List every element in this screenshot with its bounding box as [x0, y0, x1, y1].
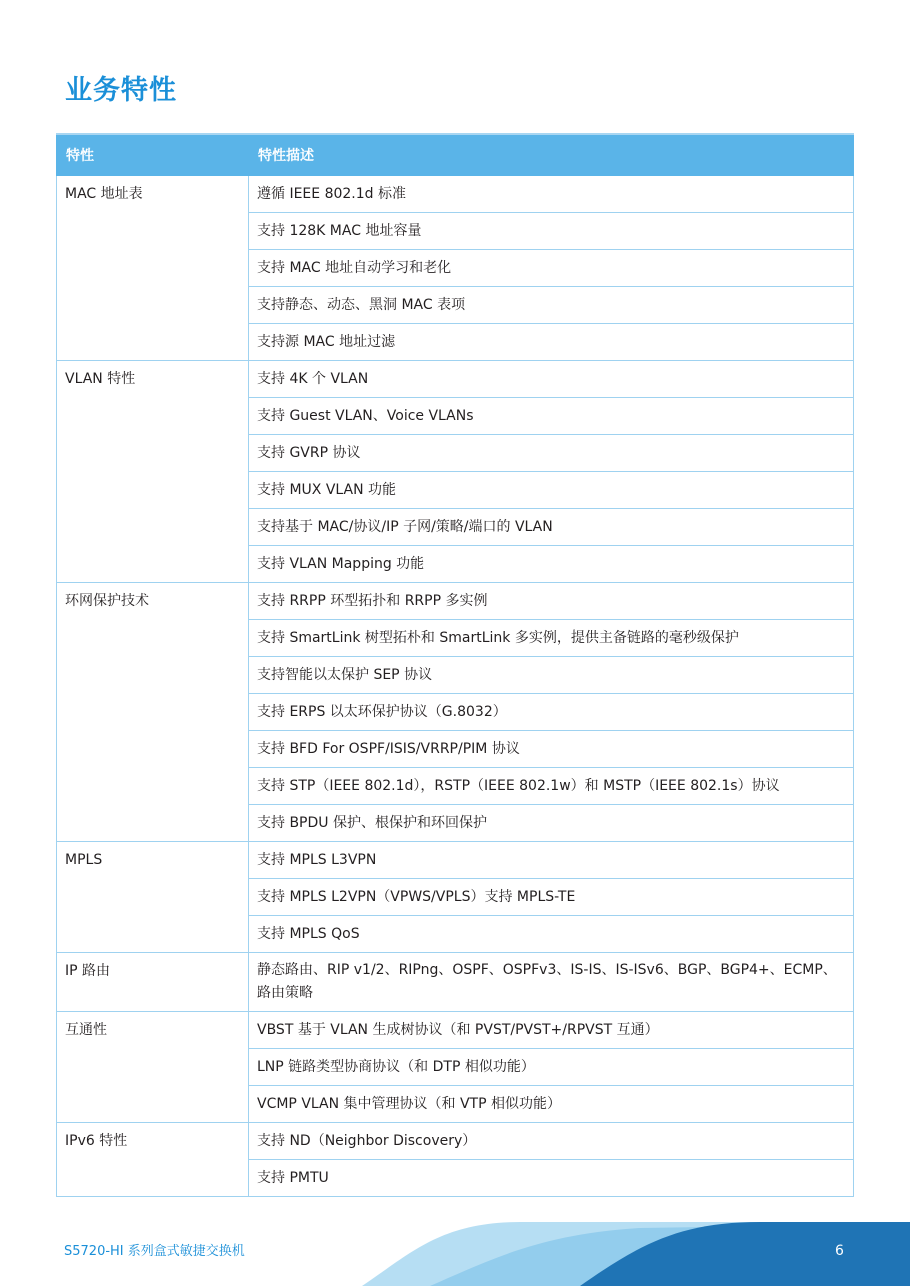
feature-description: 支持 MAC 地址自动学习和老化 — [249, 250, 854, 287]
table-row — [57, 1012, 854, 1049]
feature-category: IP 路由 — [57, 953, 249, 1012]
table-row — [57, 583, 854, 620]
page-number: 6 — [835, 1243, 844, 1259]
table-header-row — [57, 134, 854, 176]
feature-description: 支持 MPLS L2VPN（VPWS/VPLS）支持 MPLS-TE — [249, 879, 854, 916]
feature-description: 支持 BPDU 保护、根保护和环回保护 — [249, 805, 854, 842]
feature-description: 支持 PMTU — [249, 1160, 854, 1197]
feature-description: 支持基于 MAC/协议/IP 子网/策略/端口的 VLAN — [249, 509, 854, 546]
feature-category: MAC 地址表 — [57, 176, 249, 361]
feature-description: 支持 RRPP 环型拓扑和 RRPP 多实例 — [249, 583, 854, 620]
feature-description: 支持 MUX VLAN 功能 — [249, 472, 854, 509]
feature-description: 支持 GVRP 协议 — [249, 435, 854, 472]
page-title: 业务特性 — [65, 75, 177, 106]
table-row — [57, 361, 854, 398]
feature-description: VCMP VLAN 集中管理协议（和 VTP 相似功能） — [249, 1086, 854, 1123]
feature-description: 支持 SmartLink 树型拓朴和 SmartLink 多实例，提供主备链路的毫秒级保护 — [249, 620, 854, 657]
feature-description: 支持 4K 个 VLAN — [249, 361, 854, 398]
feature-description: 支持 128K MAC 地址容量 — [249, 213, 854, 250]
feature-category: 环网保护技术 — [57, 583, 249, 842]
feature-description: 支持智能以太保护 SEP 协议 — [249, 657, 854, 694]
feature-category: IPv6 特性 — [57, 1123, 249, 1197]
feature-description: 支持 MPLS QoS — [249, 916, 854, 953]
table-row — [57, 1123, 854, 1160]
feature-description: 支持静态、动态、黑洞 MAC 表项 — [249, 287, 854, 324]
column-header-feature: 特性 — [57, 134, 249, 176]
feature-description: 支持 STP（IEEE 802.1d），RSTP（IEEE 802.1w）和 MSTP（IEEE 802.1s）协议 — [249, 768, 854, 805]
feature-description: 遵循 IEEE 802.1d 标准 — [249, 176, 854, 213]
feature-description: 支持 ERPS 以太环保护协议（G.8032） — [249, 694, 854, 731]
feature-category: MPLS — [57, 842, 249, 953]
table-row — [57, 176, 854, 213]
footer-document-name: S5720-HI 系列盒式敏捷交换机 — [64, 1244, 245, 1259]
features-table — [56, 133, 854, 1197]
feature-description: LNP 链路类型协商协议（和 DTP 相似功能） — [249, 1049, 854, 1086]
table-row — [57, 953, 854, 1012]
feature-description: 支持 MPLS L3VPN — [249, 842, 854, 879]
feature-description: 支持 ND（Neighbor Discovery） — [249, 1123, 854, 1160]
column-header-description: 特性描述 — [249, 134, 854, 176]
feature-category: VLAN 特性 — [57, 361, 249, 583]
feature-description: 支持 Guest VLAN、Voice VLANs — [249, 398, 854, 435]
feature-description: 支持源 MAC 地址过滤 — [249, 324, 854, 361]
feature-category: 互通性 — [57, 1012, 249, 1123]
feature-description: 静态路由、RIP v1/2、RIPng、OSPF、OSPFv3、IS-IS、IS-ISv6、BGP、BGP4+、ECMP、路由策略 — [249, 953, 854, 1012]
feature-description: 支持 BFD For OSPF/ISIS/VRRP/PIM 协议 — [249, 731, 854, 768]
feature-description: VBST 基于 VLAN 生成树协议（和 PVST/PVST+/RPVST 互通） — [249, 1012, 854, 1049]
feature-description: 支持 VLAN Mapping 功能 — [249, 546, 854, 583]
table-row — [57, 842, 854, 879]
